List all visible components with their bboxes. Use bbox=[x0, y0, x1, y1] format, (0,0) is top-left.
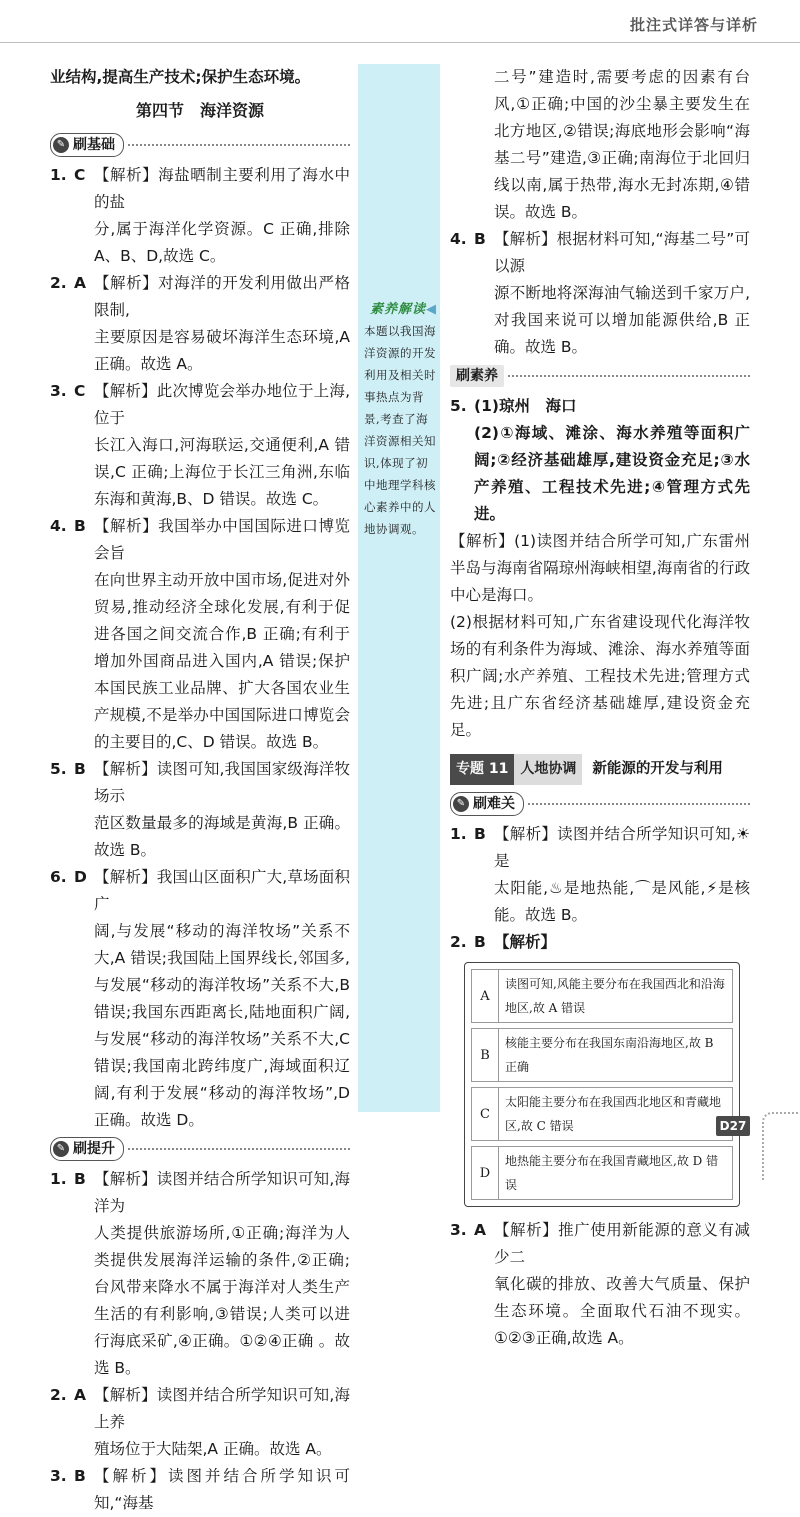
table-row bbox=[471, 1146, 733, 1200]
answer-item bbox=[50, 270, 350, 378]
topic-banner bbox=[450, 754, 750, 785]
row-key: C bbox=[472, 1088, 499, 1140]
row-value: 太阳能主要分布在我国西北地区和青藏地区,故 C 错误 bbox=[505, 1095, 722, 1133]
item-answer: A bbox=[74, 1386, 86, 1404]
item-answer: B bbox=[74, 1170, 86, 1188]
item-number: 5. bbox=[50, 760, 67, 778]
section-header-basic bbox=[50, 132, 350, 158]
item-answer: B bbox=[474, 230, 486, 248]
item-answer: B bbox=[74, 517, 86, 535]
annotation-tag-label: 素养解读 bbox=[370, 302, 427, 317]
row-value: 核能主要分布在我国东南沿海地区,故 B 正确 bbox=[505, 1036, 714, 1074]
item-text: 【解析】读图并结合所学知识可知,☀是 bbox=[494, 825, 750, 870]
answer-item bbox=[50, 756, 350, 864]
pen-icon: ✎ bbox=[53, 137, 69, 153]
answer-item bbox=[50, 864, 350, 1134]
item-text-cont: 人类提供旅游场所,①正确;海洋为人类提供发展海洋运输的条件,②正确;台风带来降水不属于海洋对人类生产生活的有利影响,③错误;人类可以进行海底采矿,④正确。①②④正确 。故选 B。 bbox=[94, 1224, 350, 1377]
section-label: 刷提升 bbox=[73, 1140, 115, 1157]
item-text: 【解析】读图可知,我国国家级海洋牧场示 bbox=[94, 760, 350, 805]
answer-item bbox=[450, 1217, 750, 1352]
section-badge bbox=[50, 133, 124, 157]
item-text-cont: 氧化碳的排放、改善大气质量、保护生态环境。全面取代石油不现实。①②③正确,故选 A。 bbox=[494, 1275, 750, 1347]
pen-icon: ✎ bbox=[53, 1141, 69, 1157]
row-key: D bbox=[472, 1147, 499, 1199]
dotted-rule bbox=[128, 1148, 350, 1150]
section-badge bbox=[450, 792, 524, 816]
annotation-text: 本题以我国海洋资源的开发利用及相关时事热点为背景,考查了海洋资源相关知识,体现了初中地理学科核心素养中的人地协调观。 bbox=[364, 324, 436, 536]
item-text-cont: 主要原因是容易破坏海洋生态环境,A 正确。故选 A。 bbox=[94, 328, 350, 373]
arrow-left-icon: ◀ bbox=[426, 302, 438, 317]
annotation-tag bbox=[370, 298, 437, 317]
item-answer: A bbox=[474, 1221, 486, 1239]
item-answer-text: (1)琼州 海口 bbox=[474, 397, 577, 415]
item-text-cont: 范区数量最多的海域是黄海,B 正确。故选 B。 bbox=[94, 814, 350, 859]
dotted-rule bbox=[508, 375, 750, 377]
pen-icon: ✎ bbox=[453, 796, 469, 812]
answer-item bbox=[50, 1463, 350, 1517]
answer-item bbox=[450, 929, 750, 956]
answer-item bbox=[450, 393, 750, 744]
item-number: 3. bbox=[50, 1467, 67, 1485]
page-corner-decoration bbox=[762, 1112, 800, 1180]
item-answer: B bbox=[474, 933, 486, 951]
item-text: 【解析】我国举办中国国际进口博览会旨 bbox=[94, 517, 350, 562]
table-row bbox=[471, 1087, 733, 1141]
item-number: 2. bbox=[450, 933, 467, 951]
answer-item bbox=[450, 226, 750, 361]
section-label: 刷难关 bbox=[473, 795, 515, 812]
item-text-cont: 太阳能,♨是地热能,⌒是风能,⚡是核能。故选 B。 bbox=[494, 879, 750, 924]
item-answer: B bbox=[74, 760, 86, 778]
item-number: 2. bbox=[50, 1386, 67, 1404]
item-text-cont: 源不断地将深海油气输送到千家万户,对我国来说可以增加能源供给,B 正确。故选 B。 bbox=[494, 284, 750, 356]
item-text: 【解析】读图并结合所学知识可知,“海基 bbox=[94, 1467, 350, 1512]
item-analysis: 【解析】(1)读图并结合所学可知,广东雷州半岛与海南省隔琼州海峡相望,海南省的行政中心是海口。 bbox=[450, 532, 750, 604]
item-number: 4. bbox=[50, 517, 67, 535]
item-text-cont: 阔,与发展“移动的海洋牧场”关系不大,A 错误;我国陆上国界线长,邻国多,与发展“移动的海洋牧场”关系不大,B 错误;我国东西距离长,陆地面积广阔,与发展“移动的海洋牧场”关系不大,C 错误;我国南北跨纬度广,海域面积辽阔,有利于发展“移动的海洋牧场”,D 正确。故选 D。 bbox=[94, 922, 350, 1129]
item-number: 2. bbox=[50, 274, 67, 292]
item-text-cont: 长江入海口,河海联运,交通便利,A 错误,C 正确;上海位于长江三角洲,东临东海和黄海,B、D 错误。故选 C。 bbox=[94, 436, 350, 508]
section-header-literacy bbox=[450, 363, 750, 389]
item-text: 【解析】我国山区面积广大,草场面积广 bbox=[94, 868, 350, 913]
dotted-rule bbox=[128, 144, 350, 146]
row-key: B bbox=[472, 1029, 499, 1081]
item-number: 6. bbox=[50, 868, 67, 886]
item-text: 【解析】对海洋的开发利用做出严格限制, bbox=[94, 274, 350, 319]
analysis-table bbox=[464, 962, 740, 1207]
item-number: 1. bbox=[50, 166, 67, 184]
annotation-strip bbox=[358, 64, 440, 1112]
item-text: 【解析】海盐晒制主要利用了海水中的盐 bbox=[94, 166, 350, 211]
item-text: 【解析】根据材料可知,“海基二号”可以源 bbox=[494, 230, 750, 275]
section-badge: 刷素养 bbox=[450, 365, 504, 387]
section-badge bbox=[50, 1137, 124, 1161]
item-number: 1. bbox=[50, 1170, 67, 1188]
answer-item bbox=[50, 162, 350, 270]
item-text-cont: 殖场位于大陆架,A 正确。故选 A。 bbox=[94, 1440, 332, 1458]
answer-item bbox=[50, 1382, 350, 1463]
item-answer: C bbox=[74, 382, 86, 400]
item-answer: B bbox=[474, 825, 486, 843]
dotted-rule bbox=[528, 803, 750, 805]
page-number: D27 bbox=[716, 1116, 750, 1136]
item-answer: C bbox=[74, 166, 86, 184]
item-answer: D bbox=[74, 868, 87, 886]
item-number: 3. bbox=[50, 382, 67, 400]
row-key: A bbox=[472, 970, 499, 1022]
section-header-hard bbox=[450, 791, 750, 817]
header-title: 批注式详答与详析 bbox=[629, 16, 758, 34]
item-text: 【解析】此次博览会举办地位于上海,位于 bbox=[94, 382, 350, 427]
item-text: 【解析】读图并结合所学知识可知,海洋为 bbox=[94, 1170, 350, 1215]
item-analysis: (2)根据材料可知,广东省建设现代化海洋牧场的有利条件为海域、滩涂、海水养殖等面积广阔;水产养殖、工程技术先进;管理方式先进;且广东省经济基础雄厚,建设资金充足。 bbox=[450, 613, 750, 739]
row-value: 地热能主要分布在我国青藏地区,故 D 错误 bbox=[505, 1154, 719, 1192]
table-row bbox=[471, 969, 733, 1023]
right-column bbox=[450, 64, 750, 1352]
answer-item bbox=[450, 821, 750, 929]
answer-item bbox=[50, 378, 350, 513]
section-title: 第四节 海洋资源 bbox=[135, 101, 264, 120]
section-header-advance bbox=[50, 1136, 350, 1162]
item-text-cont: 在向世界主动开放中国市场,促进对外贸易,推动经济全球化发展,有利于促进各国之间交流合作,B 正确;有利于增加外国商品进入国内,A 错误;保护本国民族工业品牌、扩大各国农业生产规模,不是举办中国国际进口博览会的主要目的,C、D 错误。故选 B。 bbox=[94, 571, 350, 751]
item-answer-text: (2)①海域、滩涂、海水养殖等面积广阔;②经济基础雄厚,建设资金充足;③水产养殖、工程技术先进;④管理方式先进。 bbox=[474, 424, 750, 523]
intro-line: 业结构,提高生产技术;保护生态环境。 bbox=[50, 68, 311, 86]
topic-tag-secondary: 人地协调 bbox=[514, 754, 582, 785]
row-value: 读图可知,风能主要分布在我国西北和沿海地区,故 A 错误 bbox=[505, 977, 725, 1015]
item-number: 4. bbox=[450, 230, 467, 248]
item-text-cont: 分,属于海洋化学资源。C 正确,排除 A、B、D,故选 C。 bbox=[94, 220, 350, 265]
item-text: 【解析】读图并结合所学知识可知,海上养 bbox=[94, 1386, 350, 1431]
section-label: 刷基础 bbox=[73, 136, 115, 153]
item-text: 【解析】 bbox=[494, 933, 557, 951]
item-number: 5. bbox=[450, 397, 467, 415]
item-answer: A bbox=[74, 274, 86, 292]
answer-item bbox=[50, 1166, 350, 1382]
item-text: 【解析】推广使用新能源的意义有减少二 bbox=[494, 1221, 750, 1266]
answer-item bbox=[50, 513, 350, 756]
item-number: 3. bbox=[450, 1221, 467, 1239]
header-rule bbox=[0, 42, 800, 43]
left-column bbox=[50, 64, 350, 1517]
item-answer: B bbox=[74, 1467, 86, 1485]
topic-title: 新能源的开发与利用 bbox=[592, 761, 723, 777]
table-row bbox=[471, 1028, 733, 1082]
topic-tag: 专题 11 bbox=[450, 754, 514, 785]
item-number: 1. bbox=[450, 825, 467, 843]
item-text-cont: 二号”建造时,需要考虑的因素有台风,①正确;中国的沙尘暴主要发生在北方地区,②错误;海底地形会影响“海基二号”建造,③正确;南海位于北回归线以南,属于热带,海水无封冻期,④错误。故选 B。 bbox=[494, 68, 750, 221]
